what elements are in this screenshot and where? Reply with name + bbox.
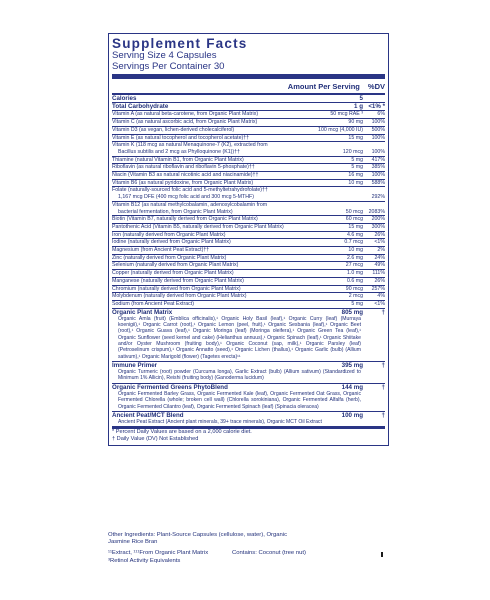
- nutrient-row: [112, 293, 385, 301]
- nutrient-row: [112, 142, 385, 156]
- blend-description: Organic Turmeric (root) powder (Curcuma longa), Garlic Extract (bulb) (Allium sativum) (Standardized to Minimum 1% Allicin), Reishi (fruiting body) (Ganoderma lucidum): [118, 369, 361, 382]
- nutrient-name-line: Iodine (naturally derived from Organic Plant Matrix): [112, 239, 231, 246]
- nutrient-name-line: Selenium (naturally derived from Organic Plant Matrix): [112, 262, 239, 269]
- nutrient-rows: [112, 95, 385, 309]
- nutrient-amount: 5 mg: [351, 300, 363, 307]
- nutrient-amount: 2 mcg: [348, 293, 363, 300]
- nutrient-dv: 26%: [374, 231, 385, 238]
- nutrient-name-line: Vitamin K (118 mcg as natural Menaquinone-7 (K2), extracted from: [112, 142, 268, 149]
- nutrient-dv: 100%: [371, 134, 385, 141]
- nutrient-name: [112, 164, 349, 171]
- nutrient-dv: 4%: [377, 293, 385, 300]
- nutrient-row: [112, 172, 385, 180]
- nutrient-amount: 1.0 mg: [346, 270, 363, 277]
- blend-block: [112, 412, 385, 428]
- nutrient-amount: 90 mcg: [345, 285, 363, 292]
- nutrient-amount: 4.6 mg: [346, 231, 363, 238]
- nutrient-amount: 2.6 mg: [346, 254, 363, 261]
- nutrient-row: [112, 286, 385, 294]
- nutrient-amount: 15 mg: [348, 223, 363, 230]
- nutrient-amount: 5: [359, 95, 363, 102]
- nutrient-name-line: Zinc (naturally derived from Organic Plant Matrix): [112, 254, 227, 261]
- nutrient-row: [112, 278, 385, 286]
- blend-block: [112, 362, 385, 384]
- nutrient-dv: 100%: [371, 119, 385, 126]
- panel-title: Supplement Facts: [112, 36, 248, 51]
- nutrient-name: [112, 262, 344, 269]
- nutrient-row: [112, 187, 385, 201]
- nutrient-name: [112, 293, 347, 300]
- nutrient-amount: 1 g: [354, 103, 363, 111]
- nutrient-row: [112, 180, 385, 188]
- blend-amount: 100 mg: [341, 411, 363, 419]
- nutrient-row: [112, 270, 385, 278]
- nutrient-dv: <1%: [374, 239, 385, 246]
- blend-header: [112, 412, 385, 419]
- nutrient-name-line: Total Carbohydrate: [112, 103, 169, 111]
- nutrient-dv: 292%: [371, 194, 385, 201]
- nutrient-name: [112, 232, 345, 239]
- nutrient-row: [112, 157, 385, 165]
- nutrient-amount: 0.6 mg: [346, 277, 363, 284]
- nutrient-name-line: Thiamine (natural Vitamin B1, from Organic Plant Matrix): [112, 156, 244, 163]
- nutrient-name-line: Vitamin B6 (as natural pyridoxine, from Organic Plant Matrix): [112, 179, 254, 186]
- nutrient-name: [112, 135, 346, 142]
- nutrient-name: [112, 301, 349, 308]
- nutrient-name: [112, 224, 346, 231]
- nutrient-dv: 49%: [374, 262, 385, 269]
- nutrient-dv: 2083%: [368, 208, 385, 215]
- nutrient-dv: 100%: [371, 148, 385, 155]
- dv-header: %DV: [367, 82, 385, 91]
- nutrient-name: [112, 278, 345, 285]
- nutrient-name-line: Vitamin D3 (as vegan, lichen-derived cholecalciferol): [112, 126, 235, 133]
- nutrient-row: [112, 119, 385, 127]
- nutrient-row: [112, 95, 385, 103]
- nutrient-dv: 26%: [374, 277, 385, 284]
- nutrient-row: [112, 262, 385, 270]
- nutrient-name: [112, 216, 344, 223]
- nutrient-dv: 6%: [377, 111, 385, 118]
- column-header: [112, 79, 385, 93]
- nutrient-name-line: Folate (naturally-sourced folic acid and 5-methyltetrahydrofolate)††: [112, 187, 268, 194]
- nutrient-amount: 100 mcg (4,000 IU): [318, 126, 363, 133]
- nutrient-amount: 15 mg: [348, 134, 363, 141]
- nutrient-amount: 50 mcg: [345, 208, 363, 215]
- nutrient-name: [112, 255, 345, 262]
- nutrient-name: [112, 103, 352, 110]
- nutrient-row: [112, 255, 385, 263]
- nutrient-dv: 300%: [371, 223, 385, 230]
- blend-description: Organic Fermented Barley Grass, Organic Fermented Kale (leaf), Organic Fermented Oat Grass, Organic Fermented Chlorella (whole; broken cell wall) (Chlorella sorokiniana), Organic Fermented Alfalfa (herb), Organic Fermented Cilantro (leaf), Organic Fermented Spinach (leaf) (Spinacia oleracea): [118, 390, 361, 410]
- nutrient-name: [112, 142, 341, 155]
- nutrient-dv: 385%: [371, 164, 385, 171]
- blend-dv: †: [381, 308, 385, 316]
- nutrient-name: [112, 270, 345, 277]
- nutrient-dv: 417%: [371, 156, 385, 163]
- nutrient-amount: 60 mcg: [345, 216, 363, 223]
- nutrient-dv: 100%: [371, 172, 385, 179]
- footnote-dv: * Percent Daily Values are based on a 2,000 calorie diet.: [112, 429, 252, 436]
- blend-name: Ancient Peat/MCT Blend: [112, 411, 184, 419]
- nutrient-name-line-2: 1,167 mcg DFE (400 mcg folic acid and 300 mcg 5-MTHF): [118, 194, 254, 201]
- nutrient-name-line: Chromium (naturally derived from Organic Plant Matrix): [112, 285, 241, 292]
- nutrient-dv: <1% *: [368, 103, 385, 111]
- servings-per-container: Servings Per Container 30: [112, 60, 225, 72]
- nutrient-dv: 500%: [371, 126, 385, 133]
- extract-note: ¹¹Extract, ¹¹¹From Organic Plant Matrix: [108, 550, 209, 556]
- nutrient-amount: 50 mcg RAE ³: [330, 111, 363, 118]
- nutrient-dv: <1%: [374, 300, 385, 307]
- nutrient-dv: 2%: [377, 247, 385, 254]
- blend-name: Organic Plant Matrix: [112, 308, 173, 316]
- nutrient-name: [112, 247, 346, 254]
- nutrient-name: [112, 127, 316, 134]
- nutrient-name-line: Iron (naturally derived from Organic Plant Matrix): [112, 231, 226, 238]
- nutrient-row: [112, 164, 385, 172]
- nutrient-dv: 588%: [371, 179, 385, 186]
- nutrient-row: [112, 111, 385, 119]
- blend-dv: †: [381, 383, 385, 391]
- nutrient-row: [112, 224, 385, 232]
- nutrient-name-line: Molybdenum (naturally derived from Organic Plant Matrix): [112, 293, 247, 300]
- nutrient-dv: 24%: [374, 254, 385, 261]
- blend-name: Organic Fermented Greens PhytoBlend: [112, 383, 228, 391]
- nutrient-name: [112, 286, 344, 293]
- nutrient-row: [112, 103, 385, 111]
- nutrient-name-line: Vitamin C (as natural ascorbic acid, from Organic Plant Matrix): [112, 119, 258, 126]
- nutrient-amount: 90 mg: [348, 119, 363, 126]
- blend-section: [112, 309, 385, 428]
- nutrient-name-line: Calories: [112, 95, 137, 102]
- nutrient-name: [112, 172, 346, 179]
- nutrient-name: [112, 95, 358, 102]
- nutrient-name-line: Copper (naturally derived from Organic Plant Matrix): [112, 270, 234, 277]
- nutrient-row: [112, 301, 385, 309]
- nutrient-row: [112, 202, 385, 216]
- nutrient-name: [112, 111, 328, 118]
- nutrient-name-line: Biotin (Vitamin B7, naturally derived from Organic Plant Matrix): [112, 216, 258, 223]
- nutrient-row: [112, 135, 385, 143]
- other-ingredients: Other Ingredients: Plant-Source Capsules (cellulose, water), Organic Jasmine Rice Bran: [108, 532, 288, 545]
- nutrient-name: [112, 202, 344, 215]
- retinol-note: ³Retinol Activity Equivalents: [108, 558, 181, 564]
- nutrient-name-line: Vitamin E (as natural tocopherol and tocopherol acetate)††: [112, 134, 250, 141]
- blend-header: [112, 384, 385, 391]
- nutrient-name-line: Niacin (Vitamin B3 as natural nicotinic acid and niacinamide)††: [112, 172, 259, 179]
- nutrient-name: [112, 119, 346, 126]
- amount-per-serving-header: Amount Per Serving: [287, 82, 360, 91]
- nutrient-name-line: Sodium (from Ancient Peat Extract): [112, 300, 194, 307]
- nutrient-name-line: Vitamin A (as natural beta-carotene, from Organic Plant Matrix): [112, 111, 259, 118]
- blend-description: Ancient Peat Extract (Ancient plant minerals, 39+ trace minerals), Organic MCT Oil Extract: [118, 419, 322, 426]
- blend-dv: †: [381, 361, 385, 369]
- footnote-not-established: † Daily Value (DV) Not Established: [112, 436, 199, 443]
- serving-size: Serving Size 4 Capsules: [112, 50, 217, 61]
- nutrient-amount: 5 mg: [351, 156, 363, 163]
- nutrient-amount: 10 mg: [348, 247, 363, 254]
- nutrient-name-line: Magnesium (from Ancient Peat Extract)††: [112, 247, 210, 254]
- blend-amount: 805 mg: [341, 308, 363, 316]
- nutrient-dv: 200%: [371, 216, 385, 223]
- nutrient-name: [112, 239, 342, 246]
- blend-amount: 144 mg: [341, 383, 363, 391]
- nutrient-name-line: Pantothenic Acid (Vitamin B5, naturally derived from Organic Plant Matrix): [112, 223, 284, 230]
- nutrient-amount: 5 mg: [351, 164, 363, 171]
- nutrient-name: [112, 187, 361, 200]
- nutrient-row: [112, 127, 385, 135]
- nutrient-row: [112, 216, 385, 224]
- nutrient-amount: 120 mcg: [342, 148, 363, 155]
- nutrient-row: [112, 247, 385, 255]
- nutrient-row: [112, 232, 385, 240]
- blend-block: [112, 384, 385, 412]
- blend-block: [112, 309, 385, 362]
- nutrient-name-line-2: bacterial fermentation, from Organic Plant Matrix): [118, 208, 233, 215]
- nutrient-dv: 111%: [372, 270, 385, 277]
- blend-description: Organic Amla (fruit) (Emblica officinalis),¹ Organic Holy Basil (leaf),¹ Organic Curry (leaf) (Murraya koenigii),¹ Organic Carrot (root),¹ Organic Lemon (peel, fruit),¹ Organic Sesbania (leaf),¹ Organic Beet (root),¹ Organic Guava (leaf),¹ Organic Moringa (leaf) (Moringa oleifera),¹ Organic Green Tea (leaf),¹ Organic Sunflower (seed kernel and cake) (Helianthus annuus),¹ Organic Spinach (leaf),¹ Organic Shiitake and/or Oyster Mushroom (fruiting body),¹ Organic Coconut (sap, milk),¹ Organic Parsley (leaf) (Petroselinum crispum),¹ Organic Annatto (seed),¹ Organic Lichen (thallus),¹ Organic Garlic (bulb) (Allium sativum),¹ Organic Marigold (flower) (Tagetes erecta)¹¹: [118, 315, 361, 360]
- blend-amount: 395 mg: [341, 361, 363, 369]
- nutrient-amount: 0.7 mcg: [344, 239, 363, 246]
- nutrient-amount: 10 mg: [348, 179, 363, 186]
- nutrient-name-line-2: Bacillus subtilis and 2 mcg as Phylloquinone (K1))††: [118, 148, 240, 155]
- nutrient-name-line: Riboflavin (as natural riboflavin and riboflavin 5-phosphate)††: [112, 164, 255, 171]
- blend-header: [112, 362, 385, 369]
- nutrient-name: [112, 157, 349, 164]
- nutrient-dv: 257%: [371, 285, 385, 292]
- nutrient-row: [112, 239, 385, 247]
- contains-note: Contains: Coconut (tree nut): [232, 550, 306, 556]
- nutrient-amount: 27 mcg: [345, 262, 363, 269]
- blend-header: [112, 309, 385, 316]
- nutrient-amount: 16 mg: [348, 172, 363, 179]
- blend-name: Immune Primer: [112, 361, 158, 369]
- blend-dv: †: [381, 411, 385, 419]
- supplement-facts-panel: [108, 33, 389, 446]
- nutrient-name-line: Manganese (naturally derived from Organic Plant Matrix): [112, 277, 244, 284]
- nutrient-name: [112, 180, 346, 187]
- print-mark: [381, 552, 383, 557]
- nutrient-name-line: Vitamin B12 (as natural methylcobalamin, adenosylcobalamin from: [112, 201, 268, 208]
